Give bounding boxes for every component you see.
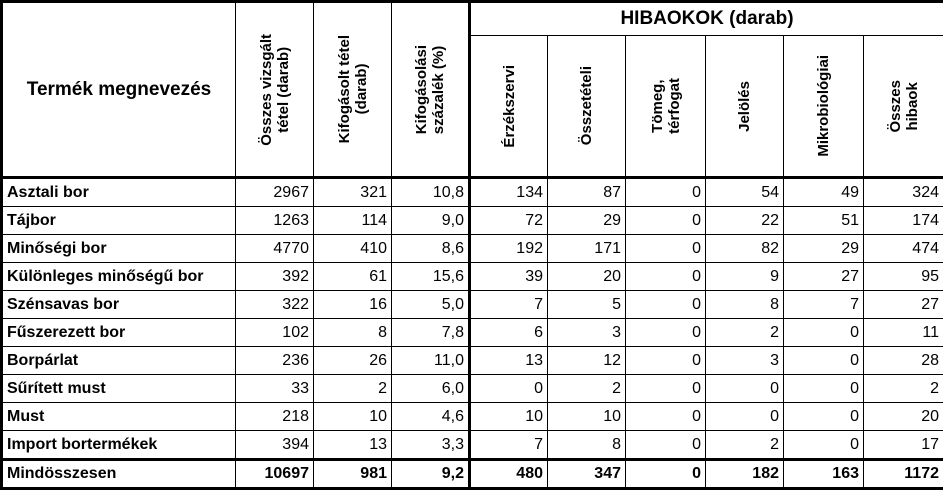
total-total-tested: 10697 xyxy=(236,460,314,489)
row-composition: 8 xyxy=(548,431,626,460)
row-mass-volume: 0 xyxy=(626,375,706,403)
row-mass-volume: 0 xyxy=(626,319,706,347)
row-mass-volume: 0 xyxy=(626,207,706,235)
row-total-tested: 394 xyxy=(236,431,314,460)
total-total-errors: 1172 xyxy=(864,460,943,489)
table-row xyxy=(2,431,943,460)
header-errors-group: HIBAOKOK (darab) xyxy=(470,2,943,36)
row-composition: 5 xyxy=(548,291,626,319)
row-labeling: 0 xyxy=(706,375,784,403)
row-product-name: Fűszerezett bor xyxy=(2,319,236,347)
table-row xyxy=(2,178,943,207)
table-body xyxy=(2,178,943,460)
row-rejected: 16 xyxy=(314,291,392,319)
row-total-tested: 33 xyxy=(236,375,314,403)
row-labeling: 82 xyxy=(706,235,784,263)
row-total-errors: 174 xyxy=(864,207,943,235)
row-total-tested: 102 xyxy=(236,319,314,347)
row-mass-volume: 0 xyxy=(626,291,706,319)
row-product-name: Szénsavas bor xyxy=(2,291,236,319)
row-microbiological: 0 xyxy=(784,403,864,431)
row-product-name: Különleges minőségű bor xyxy=(2,263,236,291)
header-total-tested: Összes vizsgált tétel (darab) xyxy=(236,2,314,178)
row-total-errors: 2 xyxy=(864,375,943,403)
row-composition: 10 xyxy=(548,403,626,431)
row-rejected: 13 xyxy=(314,431,392,460)
row-sensory: 7 xyxy=(470,291,548,319)
total-labeling: 182 xyxy=(706,460,784,489)
row-sensory: 0 xyxy=(470,375,548,403)
total-composition: 347 xyxy=(548,460,626,489)
row-rejected: 61 xyxy=(314,263,392,291)
row-total-errors: 324 xyxy=(864,178,943,207)
row-labeling: 2 xyxy=(706,431,784,460)
row-mass-volume: 0 xyxy=(626,263,706,291)
row-product-name: Tájbor xyxy=(2,207,236,235)
table-row xyxy=(2,207,943,235)
row-rejected: 114 xyxy=(314,207,392,235)
row-total-tested: 236 xyxy=(236,347,314,375)
total-row xyxy=(2,460,943,489)
total-rejected: 981 xyxy=(314,460,392,489)
row-sensory: 10 xyxy=(470,403,548,431)
row-labeling: 2 xyxy=(706,319,784,347)
row-composition: 12 xyxy=(548,347,626,375)
row-composition: 171 xyxy=(548,235,626,263)
row-labeling: 3 xyxy=(706,347,784,375)
row-sensory: 6 xyxy=(470,319,548,347)
header-rejected: Kifogásolt tétel (darab) xyxy=(314,2,392,178)
total-row-label: Mindösszesen xyxy=(2,460,236,489)
row-composition: 3 xyxy=(548,319,626,347)
header-labeling: Jelölés xyxy=(706,36,784,178)
row-microbiological: 0 xyxy=(784,431,864,460)
row-rejection-percent: 9,0 xyxy=(392,207,470,235)
row-microbiological: 51 xyxy=(784,207,864,235)
row-rejection-percent: 15,6 xyxy=(392,263,470,291)
total-mass-volume: 0 xyxy=(626,460,706,489)
header-sensory: Érzékszervi xyxy=(470,36,548,178)
row-microbiological: 29 xyxy=(784,235,864,263)
row-rejection-percent: 4,6 xyxy=(392,403,470,431)
row-product-name: Minőségi bor xyxy=(2,235,236,263)
table-row xyxy=(2,347,943,375)
row-labeling: 0 xyxy=(706,403,784,431)
row-sensory: 192 xyxy=(470,235,548,263)
row-rejection-percent: 3,3 xyxy=(392,431,470,460)
row-mass-volume: 0 xyxy=(626,403,706,431)
row-composition: 2 xyxy=(548,375,626,403)
header-product: Termék megnevezés xyxy=(2,2,236,178)
row-total-tested: 1263 xyxy=(236,207,314,235)
row-rejection-percent: 8,6 xyxy=(392,235,470,263)
header-total-errors: Összes hibaok xyxy=(864,36,943,178)
row-microbiological: 0 xyxy=(784,319,864,347)
row-rejected: 26 xyxy=(314,347,392,375)
row-mass-volume: 0 xyxy=(626,178,706,207)
row-product-name: Sűrített must xyxy=(2,375,236,403)
row-composition: 20 xyxy=(548,263,626,291)
row-rejected: 10 xyxy=(314,403,392,431)
table-row xyxy=(2,403,943,431)
total-rejection-percent: 9,2 xyxy=(392,460,470,489)
row-rejected: 321 xyxy=(314,178,392,207)
header-composition: Összetételi xyxy=(548,36,626,178)
table-row xyxy=(2,319,943,347)
row-total-errors: 17 xyxy=(864,431,943,460)
table-row xyxy=(2,291,943,319)
row-rejection-percent: 6,0 xyxy=(392,375,470,403)
row-total-errors: 95 xyxy=(864,263,943,291)
row-product-name: Import bortermékek xyxy=(2,431,236,460)
row-total-tested: 218 xyxy=(236,403,314,431)
row-total-errors: 20 xyxy=(864,403,943,431)
row-product-name: Borpárlat xyxy=(2,347,236,375)
row-product-name: Asztali bor xyxy=(2,178,236,207)
row-rejection-percent: 11,0 xyxy=(392,347,470,375)
row-total-errors: 474 xyxy=(864,235,943,263)
table-row xyxy=(2,375,943,403)
row-product-name: Must xyxy=(2,403,236,431)
row-sensory: 7 xyxy=(470,431,548,460)
row-microbiological: 27 xyxy=(784,263,864,291)
row-labeling: 22 xyxy=(706,207,784,235)
row-sensory: 134 xyxy=(470,178,548,207)
row-microbiological: 49 xyxy=(784,178,864,207)
header-microbiological: Mikrobiológiai xyxy=(784,36,864,178)
row-rejection-percent: 5,0 xyxy=(392,291,470,319)
row-microbiological: 7 xyxy=(784,291,864,319)
row-composition: 87 xyxy=(548,178,626,207)
row-rejection-percent: 10,8 xyxy=(392,178,470,207)
row-rejection-percent: 7,8 xyxy=(392,319,470,347)
row-labeling: 8 xyxy=(706,291,784,319)
row-composition: 29 xyxy=(548,207,626,235)
row-total-tested: 392 xyxy=(236,263,314,291)
row-microbiological: 0 xyxy=(784,347,864,375)
table-row xyxy=(2,263,943,291)
row-total-errors: 11 xyxy=(864,319,943,347)
row-rejected: 410 xyxy=(314,235,392,263)
row-total-tested: 4770 xyxy=(236,235,314,263)
total-microbiological: 163 xyxy=(784,460,864,489)
table-row xyxy=(2,235,943,263)
row-sensory: 13 xyxy=(470,347,548,375)
header-rejection-percent: Kifogásolási százalék (%) xyxy=(392,2,470,178)
row-sensory: 72 xyxy=(470,207,548,235)
row-total-tested: 322 xyxy=(236,291,314,319)
row-total-errors: 28 xyxy=(864,347,943,375)
row-total-tested: 2967 xyxy=(236,178,314,207)
row-rejected: 8 xyxy=(314,319,392,347)
row-labeling: 9 xyxy=(706,263,784,291)
row-labeling: 54 xyxy=(706,178,784,207)
row-mass-volume: 0 xyxy=(626,347,706,375)
header-mass-volume: Tömeg, térfogat xyxy=(626,36,706,178)
row-mass-volume: 0 xyxy=(626,431,706,460)
row-mass-volume: 0 xyxy=(626,235,706,263)
row-rejected: 2 xyxy=(314,375,392,403)
row-sensory: 39 xyxy=(470,263,548,291)
row-total-errors: 27 xyxy=(864,291,943,319)
total-sensory: 480 xyxy=(470,460,548,489)
row-microbiological: 0 xyxy=(784,375,864,403)
